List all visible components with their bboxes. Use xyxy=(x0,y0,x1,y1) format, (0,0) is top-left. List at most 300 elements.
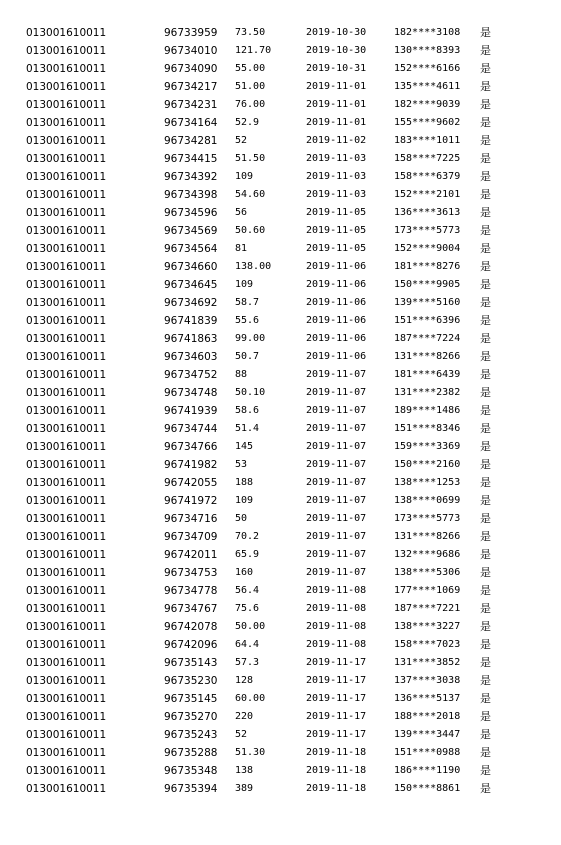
order-number-cell: 96734748 xyxy=(164,387,218,399)
table-row xyxy=(0,672,520,690)
phone-cell: 158****7023 xyxy=(394,639,461,650)
phone-cell: 138****3227 xyxy=(394,621,461,632)
table-row xyxy=(0,330,520,348)
amount-cell: 58.6 xyxy=(235,405,260,416)
account-cell: 013001610011 xyxy=(26,495,107,507)
table-row xyxy=(0,726,520,744)
account-cell: 013001610011 xyxy=(26,603,107,615)
date-cell: 2019-11-06 xyxy=(306,297,367,308)
order-number-cell: 96741839 xyxy=(164,315,218,327)
phone-cell: 177****1069 xyxy=(394,585,461,596)
order-number-cell: 96735230 xyxy=(164,675,218,687)
phone-cell: 152****9004 xyxy=(394,243,461,254)
amount-cell: 56 xyxy=(235,207,248,218)
account-cell: 013001610011 xyxy=(26,423,107,435)
account-cell: 013001610011 xyxy=(26,765,107,777)
amount-cell: 51.00 xyxy=(235,81,266,92)
date-cell: 2019-11-06 xyxy=(306,315,367,326)
account-cell: 013001610011 xyxy=(26,189,107,201)
table-row xyxy=(0,222,520,240)
phone-cell: 136****5137 xyxy=(394,693,461,704)
date-cell: 2019-10-30 xyxy=(306,27,367,38)
amount-cell: 188 xyxy=(235,477,254,488)
table-row xyxy=(0,276,520,294)
phone-cell: 186****1190 xyxy=(394,765,461,776)
order-number-cell: 96734010 xyxy=(164,45,218,57)
account-cell: 013001610011 xyxy=(26,567,107,579)
order-number-cell: 96742096 xyxy=(164,639,218,651)
amount-cell: 220 xyxy=(235,711,254,722)
flag-cell: 是 xyxy=(480,368,491,381)
account-cell: 013001610011 xyxy=(26,621,107,633)
amount-cell: 65.9 xyxy=(235,549,260,560)
date-cell: 2019-11-06 xyxy=(306,351,367,362)
order-number-cell: 96734231 xyxy=(164,99,218,111)
table-row xyxy=(0,762,520,780)
phone-cell: 155****9602 xyxy=(394,117,461,128)
date-cell: 2019-11-07 xyxy=(306,387,367,398)
account-cell: 013001610011 xyxy=(26,81,107,93)
account-cell: 013001610011 xyxy=(26,261,107,273)
order-number-cell: 96733959 xyxy=(164,27,218,39)
date-cell: 2019-11-05 xyxy=(306,207,367,218)
date-cell: 2019-11-17 xyxy=(306,711,367,722)
amount-cell: 54.60 xyxy=(235,189,266,200)
date-cell: 2019-11-07 xyxy=(306,369,367,380)
amount-cell: 60.00 xyxy=(235,693,266,704)
order-number-cell: 96741982 xyxy=(164,459,218,471)
amount-cell: 50.00 xyxy=(235,621,266,632)
account-cell: 013001610011 xyxy=(26,207,107,219)
table-row xyxy=(0,258,520,276)
table-row xyxy=(0,456,520,474)
amount-cell: 128 xyxy=(235,675,254,686)
flag-cell: 是 xyxy=(480,566,491,579)
date-cell: 2019-11-08 xyxy=(306,603,367,614)
amount-cell: 58.7 xyxy=(235,297,260,308)
amount-cell: 52.9 xyxy=(235,117,260,128)
table-row xyxy=(0,438,520,456)
order-number-cell: 96734569 xyxy=(164,225,218,237)
account-cell: 013001610011 xyxy=(26,459,107,471)
amount-cell: 145 xyxy=(235,441,254,452)
table-row xyxy=(0,708,520,726)
account-cell: 013001610011 xyxy=(26,675,107,687)
flag-cell: 是 xyxy=(480,134,491,147)
phone-cell: 182****3108 xyxy=(394,27,461,38)
order-number-cell: 96741863 xyxy=(164,333,218,345)
flag-cell: 是 xyxy=(480,188,491,201)
order-number-cell: 96734392 xyxy=(164,171,218,183)
date-cell: 2019-11-07 xyxy=(306,495,367,506)
phone-cell: 182****9039 xyxy=(394,99,461,110)
amount-cell: 99.00 xyxy=(235,333,266,344)
amount-cell: 121.70 xyxy=(235,45,272,56)
date-cell: 2019-11-06 xyxy=(306,333,367,344)
order-number-cell: 96734692 xyxy=(164,297,218,309)
phone-cell: 187****7224 xyxy=(394,333,461,344)
phone-cell: 181****8276 xyxy=(394,261,461,272)
amount-cell: 75.6 xyxy=(235,603,260,614)
amount-cell: 70.2 xyxy=(235,531,260,542)
order-number-cell: 96734709 xyxy=(164,531,218,543)
phone-cell: 151****8346 xyxy=(394,423,461,434)
flag-cell: 是 xyxy=(480,746,491,759)
amount-cell: 52 xyxy=(235,729,248,740)
table-row xyxy=(0,582,520,600)
date-cell: 2019-11-01 xyxy=(306,81,367,92)
phone-cell: 150****2160 xyxy=(394,459,461,470)
date-cell: 2019-11-01 xyxy=(306,117,367,128)
flag-cell: 是 xyxy=(480,656,491,669)
table-row xyxy=(0,690,520,708)
order-number-cell: 96734603 xyxy=(164,351,218,363)
table-row xyxy=(0,618,520,636)
phone-cell: 131****8266 xyxy=(394,351,461,362)
flag-cell: 是 xyxy=(480,422,491,435)
date-cell: 2019-11-07 xyxy=(306,477,367,488)
account-cell: 013001610011 xyxy=(26,333,107,345)
flag-cell: 是 xyxy=(480,386,491,399)
order-number-cell: 96741939 xyxy=(164,405,218,417)
flag-cell: 是 xyxy=(480,152,491,165)
table-row xyxy=(0,60,520,78)
table-row xyxy=(0,42,520,60)
account-cell: 013001610011 xyxy=(26,747,107,759)
date-cell: 2019-11-18 xyxy=(306,783,367,794)
flag-cell: 是 xyxy=(480,170,491,183)
account-cell: 013001610011 xyxy=(26,99,107,111)
account-cell: 013001610011 xyxy=(26,477,107,489)
date-cell: 2019-11-17 xyxy=(306,675,367,686)
table-row xyxy=(0,600,520,618)
phone-cell: 132****9686 xyxy=(394,549,461,560)
order-number-cell: 96735243 xyxy=(164,729,218,741)
phone-cell: 139****3447 xyxy=(394,729,461,740)
account-cell: 013001610011 xyxy=(26,405,107,417)
order-number-cell: 96734752 xyxy=(164,369,218,381)
table-row xyxy=(0,168,520,186)
order-number-cell: 96734415 xyxy=(164,153,218,165)
date-cell: 2019-11-06 xyxy=(306,261,367,272)
order-number-cell: 96742055 xyxy=(164,477,218,489)
account-cell: 013001610011 xyxy=(26,27,107,39)
account-cell: 013001610011 xyxy=(26,783,107,795)
phone-cell: 150****9905 xyxy=(394,279,461,290)
flag-cell: 是 xyxy=(480,314,491,327)
date-cell: 2019-11-07 xyxy=(306,567,367,578)
account-cell: 013001610011 xyxy=(26,45,107,57)
date-cell: 2019-11-08 xyxy=(306,639,367,650)
account-cell: 013001610011 xyxy=(26,513,107,525)
date-cell: 2019-11-18 xyxy=(306,765,367,776)
table-row xyxy=(0,420,520,438)
date-cell: 2019-11-07 xyxy=(306,513,367,524)
flag-cell: 是 xyxy=(480,728,491,741)
flag-cell: 是 xyxy=(480,494,491,507)
account-cell: 013001610011 xyxy=(26,729,107,741)
account-cell: 013001610011 xyxy=(26,63,107,75)
date-cell: 2019-11-08 xyxy=(306,585,367,596)
order-number-cell: 96734660 xyxy=(164,261,218,273)
table-row xyxy=(0,492,520,510)
account-cell: 013001610011 xyxy=(26,657,107,669)
order-number-cell: 96734645 xyxy=(164,279,218,291)
table-row xyxy=(0,474,520,492)
amount-cell: 52 xyxy=(235,135,248,146)
date-cell: 2019-11-07 xyxy=(306,441,367,452)
flag-cell: 是 xyxy=(480,404,491,417)
order-number-cell: 96742011 xyxy=(164,549,218,561)
table-row xyxy=(0,384,520,402)
table-row xyxy=(0,24,520,42)
account-cell: 013001610011 xyxy=(26,225,107,237)
amount-cell: 51.30 xyxy=(235,747,266,758)
flag-cell: 是 xyxy=(480,710,491,723)
phone-cell: 158****6379 xyxy=(394,171,461,182)
phone-cell: 138****1253 xyxy=(394,477,461,488)
table-row xyxy=(0,132,520,150)
table-row xyxy=(0,294,520,312)
phone-cell: 138****5306 xyxy=(394,567,461,578)
order-number-cell: 96734090 xyxy=(164,63,218,75)
flag-cell: 是 xyxy=(480,692,491,705)
date-cell: 2019-11-07 xyxy=(306,423,367,434)
date-cell: 2019-11-02 xyxy=(306,135,367,146)
account-cell: 013001610011 xyxy=(26,369,107,381)
table-row xyxy=(0,744,520,762)
date-cell: 2019-11-06 xyxy=(306,279,367,290)
date-cell: 2019-11-17 xyxy=(306,693,367,704)
table-row xyxy=(0,204,520,222)
account-cell: 013001610011 xyxy=(26,315,107,327)
flag-cell: 是 xyxy=(480,26,491,39)
table-row xyxy=(0,150,520,168)
table-row xyxy=(0,564,520,582)
flag-cell: 是 xyxy=(480,242,491,255)
flag-cell: 是 xyxy=(480,350,491,363)
phone-cell: 150****8861 xyxy=(394,783,461,794)
order-number-cell: 96735143 xyxy=(164,657,218,669)
phone-cell: 188****2018 xyxy=(394,711,461,722)
date-cell: 2019-11-07 xyxy=(306,531,367,542)
date-cell: 2019-10-31 xyxy=(306,63,367,74)
date-cell: 2019-11-07 xyxy=(306,549,367,560)
flag-cell: 是 xyxy=(480,440,491,453)
flag-cell: 是 xyxy=(480,98,491,111)
amount-cell: 50.60 xyxy=(235,225,266,236)
table-row xyxy=(0,654,520,672)
flag-cell: 是 xyxy=(480,620,491,633)
amount-cell: 53 xyxy=(235,459,248,470)
date-cell: 2019-11-05 xyxy=(306,243,367,254)
account-cell: 013001610011 xyxy=(26,117,107,129)
order-number-cell: 96735348 xyxy=(164,765,218,777)
flag-cell: 是 xyxy=(480,278,491,291)
order-number-cell: 96734744 xyxy=(164,423,218,435)
date-cell: 2019-11-03 xyxy=(306,171,367,182)
phone-cell: 152****6166 xyxy=(394,63,461,74)
phone-cell: 187****7221 xyxy=(394,603,461,614)
amount-cell: 55.6 xyxy=(235,315,260,326)
order-number-cell: 96735145 xyxy=(164,693,218,705)
order-number-cell: 96735270 xyxy=(164,711,218,723)
table-row xyxy=(0,114,520,132)
table-row xyxy=(0,528,520,546)
amount-cell: 109 xyxy=(235,495,254,506)
flag-cell: 是 xyxy=(480,62,491,75)
order-number-cell: 96734778 xyxy=(164,585,218,597)
date-cell: 2019-11-17 xyxy=(306,657,367,668)
flag-cell: 是 xyxy=(480,584,491,597)
table-row xyxy=(0,366,520,384)
account-cell: 013001610011 xyxy=(26,297,107,309)
phone-cell: 131****3852 xyxy=(394,657,461,668)
flag-cell: 是 xyxy=(480,782,491,795)
date-cell: 2019-11-07 xyxy=(306,405,367,416)
table-row xyxy=(0,78,520,96)
order-number-cell: 96734596 xyxy=(164,207,218,219)
flag-cell: 是 xyxy=(480,638,491,651)
phone-cell: 152****2101 xyxy=(394,189,461,200)
table-row xyxy=(0,780,520,798)
flag-cell: 是 xyxy=(480,332,491,345)
amount-cell: 81 xyxy=(235,243,248,254)
flag-cell: 是 xyxy=(480,764,491,777)
table-row xyxy=(0,402,520,420)
table-row xyxy=(0,96,520,114)
amount-cell: 389 xyxy=(235,783,254,794)
date-cell: 2019-11-18 xyxy=(306,747,367,758)
flag-cell: 是 xyxy=(480,530,491,543)
table-row xyxy=(0,186,520,204)
phone-cell: 137****3038 xyxy=(394,675,461,686)
account-cell: 013001610011 xyxy=(26,549,107,561)
flag-cell: 是 xyxy=(480,512,491,525)
flag-cell: 是 xyxy=(480,206,491,219)
amount-cell: 51.4 xyxy=(235,423,260,434)
flag-cell: 是 xyxy=(480,674,491,687)
account-cell: 013001610011 xyxy=(26,585,107,597)
amount-cell: 57.3 xyxy=(235,657,260,668)
amount-cell: 160 xyxy=(235,567,254,578)
table-row xyxy=(0,312,520,330)
date-cell: 2019-11-01 xyxy=(306,99,367,110)
amount-cell: 64.4 xyxy=(235,639,260,650)
phone-cell: 181****6439 xyxy=(394,369,461,380)
account-cell: 013001610011 xyxy=(26,243,107,255)
flag-cell: 是 xyxy=(480,296,491,309)
table-row xyxy=(0,240,520,258)
account-cell: 013001610011 xyxy=(26,639,107,651)
order-number-cell: 96734716 xyxy=(164,513,218,525)
account-cell: 013001610011 xyxy=(26,351,107,363)
account-cell: 013001610011 xyxy=(26,279,107,291)
amount-cell: 138 xyxy=(235,765,254,776)
amount-cell: 109 xyxy=(235,171,254,182)
table-row xyxy=(0,510,520,528)
flag-cell: 是 xyxy=(480,476,491,489)
order-number-cell: 96735394 xyxy=(164,783,218,795)
account-cell: 013001610011 xyxy=(26,387,107,399)
date-cell: 2019-11-08 xyxy=(306,621,367,632)
phone-cell: 183****1011 xyxy=(394,135,461,146)
date-cell: 2019-11-17 xyxy=(306,729,367,740)
phone-cell: 136****3613 xyxy=(394,207,461,218)
date-cell: 2019-11-05 xyxy=(306,225,367,236)
flag-cell: 是 xyxy=(480,602,491,615)
amount-cell: 55.00 xyxy=(235,63,266,74)
amount-cell: 50.7 xyxy=(235,351,260,362)
order-number-cell: 96742078 xyxy=(164,621,218,633)
phone-cell: 151****0988 xyxy=(394,747,461,758)
flag-cell: 是 xyxy=(480,44,491,57)
amount-cell: 50 xyxy=(235,513,248,524)
amount-cell: 50.10 xyxy=(235,387,266,398)
order-number-cell: 96734281 xyxy=(164,135,218,147)
account-cell: 013001610011 xyxy=(26,153,107,165)
phone-cell: 173****5773 xyxy=(394,225,461,236)
order-number-cell: 96734767 xyxy=(164,603,218,615)
order-number-cell: 96734164 xyxy=(164,117,218,129)
phone-cell: 158****7225 xyxy=(394,153,461,164)
phone-cell: 159****3369 xyxy=(394,441,461,452)
flag-cell: 是 xyxy=(480,458,491,471)
phone-cell: 138****0699 xyxy=(394,495,461,506)
table-row xyxy=(0,348,520,366)
account-cell: 013001610011 xyxy=(26,171,107,183)
amount-cell: 73.50 xyxy=(235,27,266,38)
amount-cell: 76.00 xyxy=(235,99,266,110)
records-table xyxy=(0,24,520,798)
order-number-cell: 96741972 xyxy=(164,495,218,507)
table-row xyxy=(0,636,520,654)
phone-cell: 131****2382 xyxy=(394,387,461,398)
account-cell: 013001610011 xyxy=(26,711,107,723)
flag-cell: 是 xyxy=(480,260,491,273)
order-number-cell: 96734753 xyxy=(164,567,218,579)
phone-cell: 131****8266 xyxy=(394,531,461,542)
table-row xyxy=(0,546,520,564)
account-cell: 013001610011 xyxy=(26,135,107,147)
amount-cell: 138.00 xyxy=(235,261,272,272)
phone-cell: 130****8393 xyxy=(394,45,461,56)
phone-cell: 173****5773 xyxy=(394,513,461,524)
order-number-cell: 96734217 xyxy=(164,81,218,93)
flag-cell: 是 xyxy=(480,548,491,561)
order-number-cell: 96734564 xyxy=(164,243,218,255)
date-cell: 2019-10-30 xyxy=(306,45,367,56)
phone-cell: 139****5160 xyxy=(394,297,461,308)
date-cell: 2019-11-03 xyxy=(306,153,367,164)
flag-cell: 是 xyxy=(480,116,491,129)
flag-cell: 是 xyxy=(480,224,491,237)
amount-cell: 109 xyxy=(235,279,254,290)
account-cell: 013001610011 xyxy=(26,693,107,705)
amount-cell: 51.50 xyxy=(235,153,266,164)
order-number-cell: 96734766 xyxy=(164,441,218,453)
date-cell: 2019-11-07 xyxy=(306,459,367,470)
order-number-cell: 96734398 xyxy=(164,189,218,201)
order-number-cell: 96735288 xyxy=(164,747,218,759)
amount-cell: 56.4 xyxy=(235,585,260,596)
records-table-body xyxy=(0,24,520,798)
account-cell: 013001610011 xyxy=(26,441,107,453)
flag-cell: 是 xyxy=(480,80,491,93)
amount-cell: 88 xyxy=(235,369,248,380)
phone-cell: 151****6396 xyxy=(394,315,461,326)
phone-cell: 135****4611 xyxy=(394,81,461,92)
